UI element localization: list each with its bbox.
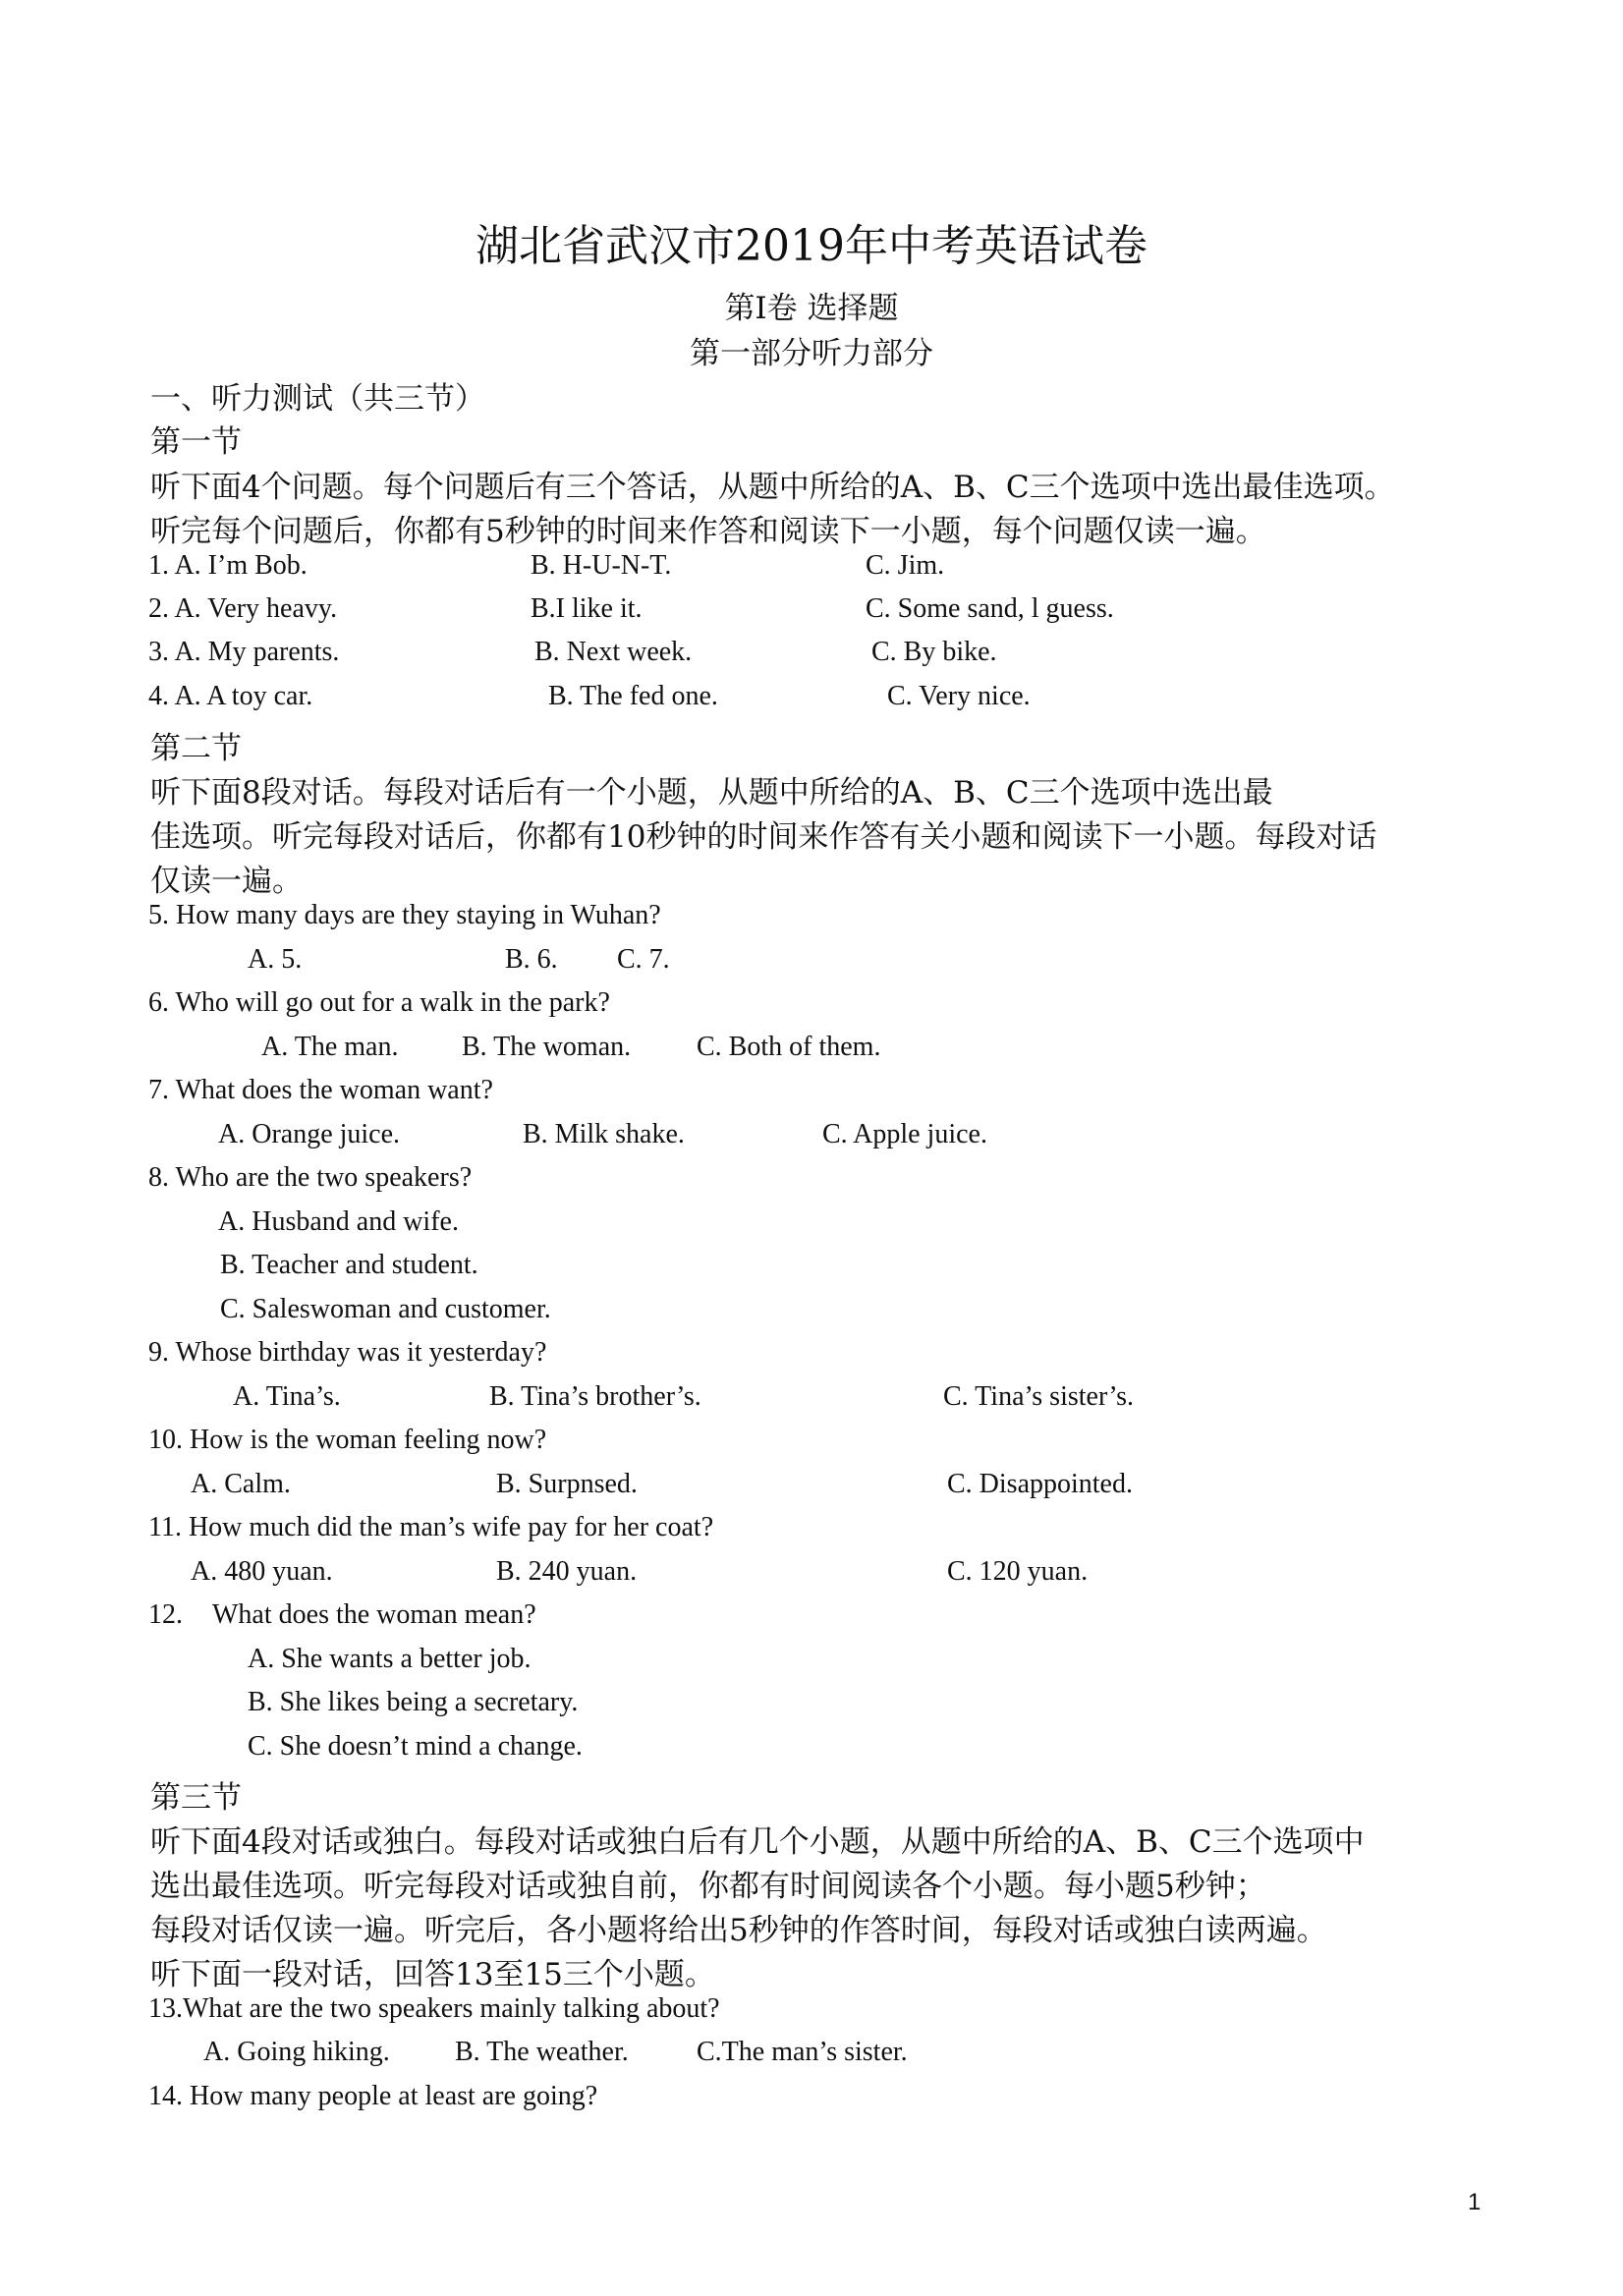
volume-heading: 第I卷 选择题 [724, 291, 899, 326]
section-3-instructions-4: 听下面一段对话，回答13至15三个小题。 [150, 1957, 715, 1992]
q13-option-c: C.The man’s sister. [697, 2037, 908, 2067]
q9-question: 9. Whose birthday was it yesterday? [148, 1337, 547, 1368]
q2-option-b: B.I like it. [531, 593, 643, 624]
q10-option-a: A. Calm. [191, 1469, 291, 1499]
section-3-label: 第三节 [150, 1780, 242, 1816]
q10-question: 10. How is the woman feeling now? [148, 1425, 547, 1455]
q1-option-a: 1. A. I’m Bob. [148, 550, 308, 581]
section-1-label: 第一节 [150, 424, 242, 460]
q13-question: 13.What are the two speakers mainly talking about? [148, 1993, 720, 2024]
q8-option-c: C. Saleswoman and customer. [220, 1294, 551, 1324]
section-2-instructions-2: 佳选项。听完每段对话后，你都有10秒钟的时间来作答有关小题和阅读下一小题。每段对话 [150, 819, 1377, 855]
q1-option-b: B. H-U-N-T. [531, 550, 672, 581]
q6-option-c: C. Both of them. [697, 1032, 881, 1062]
q3-option-c: C. By bike. [871, 637, 997, 667]
q11-option-b: B. 240 yuan. [496, 1556, 638, 1587]
q11-option-a: A. 480 yuan. [191, 1556, 333, 1587]
q11-question: 11. How much did the man’s wife pay for her coat? [148, 1512, 714, 1542]
q8-option-b: B. Teacher and student. [220, 1250, 478, 1280]
q14-question: 14. How many people at least are going? [148, 2081, 598, 2111]
q3-option-a: 3. A. My parents. [148, 637, 340, 667]
q3-option-b: B. Next week. [534, 637, 693, 667]
q9-option-b: B. Tina’s brother’s. [489, 1381, 701, 1412]
section-3-instructions-3: 每段对话仅读一遍。听完后，各小题将给出5秒钟的作答时间，每段对话或独白读两遍。 [150, 1913, 1327, 1948]
q13-option-b: B. The weather. [455, 2037, 629, 2067]
q10-option-b: B. Surpnsed. [496, 1469, 638, 1499]
section-2-instructions-3: 仅读一遍。 [150, 864, 303, 899]
q12-option-c: C. She doesn’t mind a change. [248, 1731, 583, 1762]
q12-number: 12. [148, 1599, 183, 1630]
q10-option-c: C. Disappointed. [947, 1469, 1133, 1499]
q4-option-c: C. Very nice. [887, 681, 1031, 711]
q7-question: 7. What does the woman want? [148, 1075, 493, 1105]
q11-option-c: C. 120 yuan. [947, 1556, 1089, 1587]
q6-question: 6. Who will go out for a walk in the park? [148, 987, 610, 1018]
q2-option-c: C. Some sand, l guess. [866, 593, 1114, 624]
q7-option-b: B. Milk shake. [523, 1119, 685, 1149]
page-number: 1 [1468, 2189, 1482, 2215]
section-2-label: 第二节 [150, 731, 242, 766]
q9-option-c: C. Tina’s sister’s. [943, 1381, 1134, 1412]
section-1-instructions-1: 听下面4个问题。每个问题后有三个答话，从题中所给的A、B、C三个选项中选出最佳选项。 [150, 470, 1395, 505]
q8-question: 8. Who are the two speakers? [148, 1162, 473, 1193]
q7-option-c: C. Apple juice. [822, 1119, 987, 1149]
section-1-instructions-2: 听完每个问题后，你都有5秒钟的时间来作答和阅读下一小题，每个问题仅读一遍。 [150, 514, 1266, 549]
q5-question: 5. How many days are they staying in Wuhan? [148, 900, 661, 930]
section-2-instructions-1: 听下面8段对话。每段对话后有一个小题，从题中所给的A、B、C三个选项中选出最 [150, 775, 1273, 811]
q5-option-b: B. 6. [505, 944, 558, 975]
q12-option-a: A. She wants a better job. [248, 1644, 532, 1674]
q9-option-a: A. Tina’s. [233, 1381, 341, 1412]
part-heading: 第一部分听力部分 [690, 336, 933, 371]
q6-option-a: A. The man. [261, 1032, 399, 1062]
q4-option-b: B. The fed one. [548, 681, 718, 711]
q5-option-a: A. 5. [248, 944, 303, 975]
q4-option-a: 4. A. A toy car. [148, 681, 313, 711]
page-title: 湖北省武汉市2019年中考英语试卷 [476, 221, 1147, 271]
q7-option-a: A. Orange juice. [218, 1119, 401, 1149]
q13-option-a: A. Going hiking. [203, 2037, 390, 2067]
section-3-instructions-1: 听下面4段对话或独白。每段对话或独白后有几个小题，从题中所给的A、B、C三个选项中 [150, 1824, 1365, 1860]
q2-option-a: 2. A. Very heavy. [148, 593, 338, 624]
q6-option-b: B. The woman. [462, 1032, 632, 1062]
q1-option-c: C. Jim. [866, 550, 945, 581]
q5-option-c: C. 7. [617, 944, 670, 975]
section-heading: 一、听力测试（共三节） [150, 381, 485, 417]
q12-option-b: B. She likes being a secretary. [248, 1687, 579, 1717]
q12-question: What does the woman mean? [212, 1599, 536, 1630]
section-3-instructions-2: 选出最佳选项。听完每段对话或独自前，你都有时间阅读各个小题。每小题5秒钟； [150, 1869, 1266, 1904]
q8-option-a: A. Husband and wife. [218, 1206, 459, 1237]
